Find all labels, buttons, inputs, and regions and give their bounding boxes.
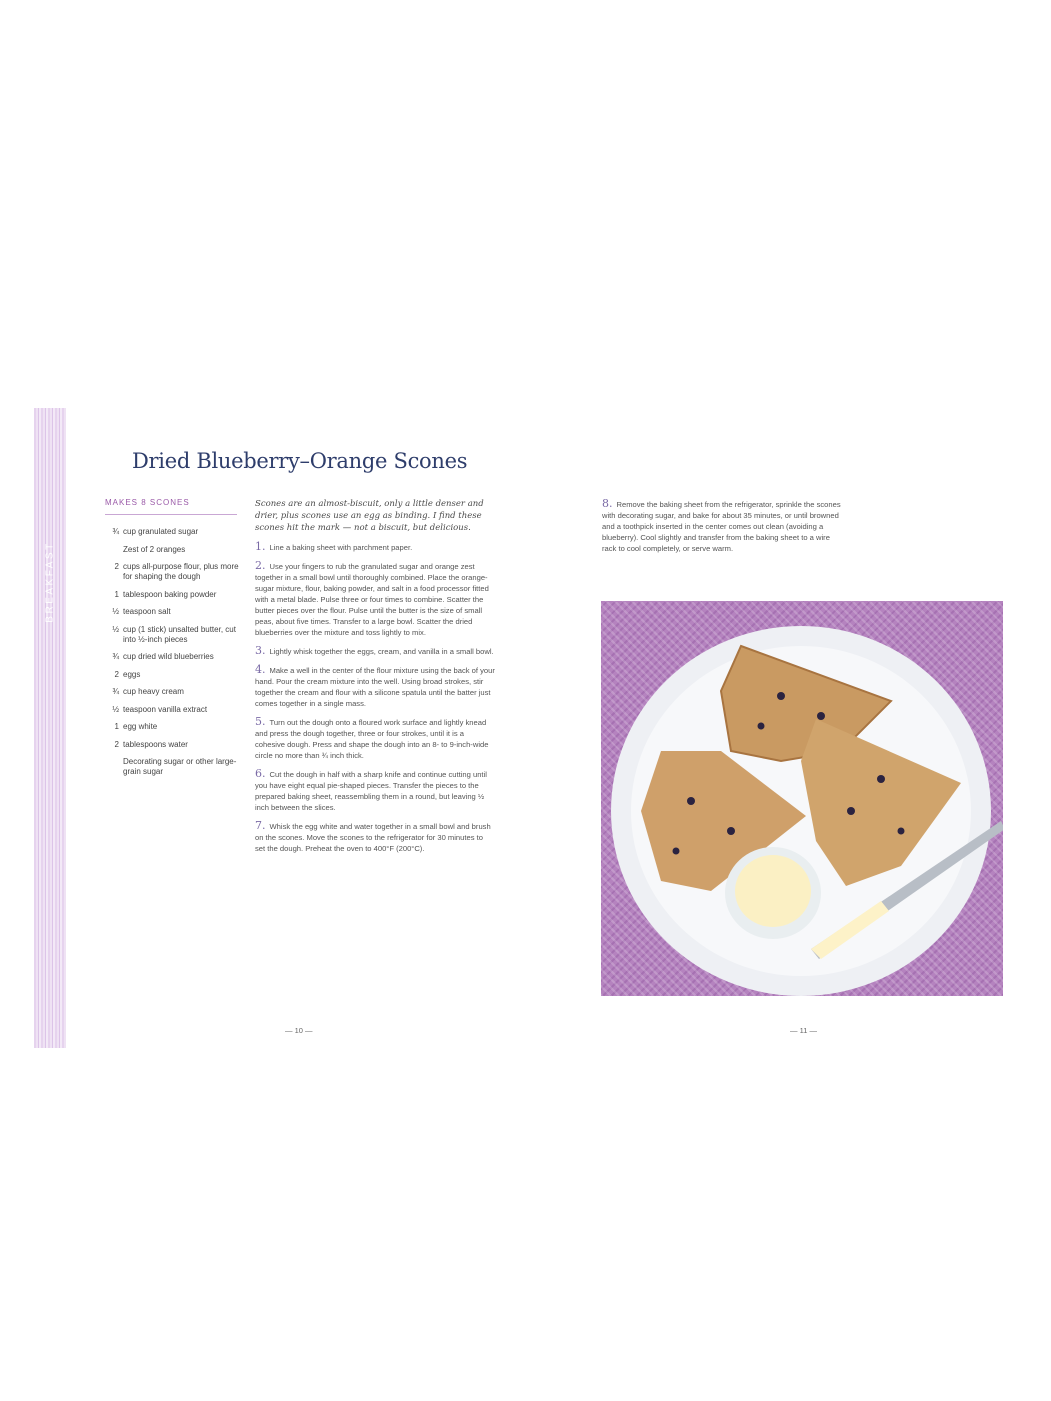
ingredient-text: cup heavy cream [123, 687, 184, 696]
ingredient-quantity: ¾ [112, 687, 119, 696]
ingredient-item [105, 722, 243, 732]
page-number-left: — 10 — [285, 1026, 313, 1035]
ingredient-text: tablespoons water [123, 739, 188, 749]
step-text: Turn out the dough onto a floured work surface and lightly knead and press the dough together, three or four strokes, until it is a cohesive dough. Press and shape the dough into an 8- to 9-inch-wide circle no more than ¾ inch thick. [255, 718, 489, 760]
method-step [255, 560, 495, 638]
method-column-left [255, 498, 495, 861]
page-number-right: — 11 — [790, 1026, 817, 1035]
method-step [255, 716, 495, 761]
method-column-right [602, 498, 842, 561]
recipe-intro: Scones are an almost-biscuit, only a little denser and drier, plus scones use an egg as binding. I find these scones hit the mark — not a biscuit, but delicious. [255, 499, 484, 533]
ingredient-text: teaspoon vanilla extract [123, 704, 208, 714]
step-text: Line a baking sheet with parchment paper. [269, 543, 413, 552]
method-step [255, 768, 495, 813]
method-step [255, 820, 495, 854]
method-step [255, 541, 495, 553]
ingredient-text: Decorating sugar or other large-grain sugar [123, 757, 237, 776]
ingredient-quantity: 2 [114, 739, 119, 749]
ingredient-text: eggs [123, 669, 141, 679]
ingredient-quantity: ¾ [112, 527, 119, 536]
step-text: Use your fingers to rub the granulated sugar and orange zest together in a small bowl until thoroughly combined. Place the orange-sugar mixture, flour, baking powder, and salt in a food processor fitted with a metal blade. Pulse three or four times to combine. Scatter the butter pieces over the flour. Pulse until the butter is the size of small peas, about five times. Transfer to a large bowl. Scatter the dried blueberries over the mixture and toss lightly to mix. [255, 562, 489, 637]
ingredient-list [105, 527, 243, 785]
ingredient-quantity: 1 [114, 589, 119, 599]
step-text: Cut the dough in half with a sharp knife and continue cutting until you have eight equal pie-shaped pieces. Transfer the pieces to the prepared baking sheet, reassembling them in a round, but leaving ½ inch between the slices. [255, 770, 487, 812]
steps-right [602, 498, 842, 554]
ingredient-text: tablespoon baking powder [123, 589, 217, 599]
ingredient-quantity [105, 545, 123, 555]
ingredient-text: cups all-purpose flour, plus more for shaping the dough [123, 562, 239, 581]
ingredient-text: teaspoon salt [123, 607, 171, 616]
step-number: 8. [602, 497, 613, 510]
step-number: 6. [255, 767, 266, 780]
step-number: 7. [255, 819, 266, 832]
ingredient-item [105, 590, 243, 600]
ingredient-item [105, 562, 243, 582]
method-step [255, 664, 495, 709]
step-text: Whisk the egg white and water together in a small bowl and brush on the scones. Move the scones to the refrigerator for 30 minutes to set the dough. Preheat the oven to 400°F (200°C). [255, 822, 491, 853]
section-tab [34, 408, 66, 1048]
ingredient-text: cup (1 stick) unsalted butter, cut into ½-inch pieces [123, 624, 236, 644]
ingredient-quantity [105, 757, 123, 777]
ingredient-item [105, 740, 243, 750]
ingredient-item [105, 545, 243, 555]
ingredient-item [105, 527, 243, 537]
step-number: 5. [255, 715, 266, 728]
ingredient-quantity: ¾ [112, 652, 119, 661]
scones-illustration [601, 601, 1003, 996]
step-text: Make a well in the center of the flour mixture using the back of your hand. Pour the cream mixture into the well. Using broad strokes, stir together the cream and flour with a silicone spatula until the batter just comes together in a single mass. [255, 666, 495, 708]
ingredient-item [105, 687, 243, 697]
ingredient-item [105, 757, 243, 777]
method-step [255, 645, 495, 657]
ingredient-quantity: 2 [114, 562, 119, 571]
scones-photo [601, 601, 1003, 996]
ingredient-quantity: ½ [112, 607, 119, 616]
step-number: 4. [255, 663, 266, 676]
ingredient-text: Zest of 2 oranges [123, 544, 186, 554]
step-text: Remove the baking sheet from the refrigerator, sprinkle the scones with decorating sugar, and bake for about 35 minutes, or until browned and a toothpick inserted in the center comes out clean (avoiding a blueberry). Cool slightly and transfer from the baking sheet to a wire rack to cool completely, or serve warm. [602, 500, 841, 553]
ingredient-quantity: ½ [112, 624, 119, 634]
ingredient-text: cup granulated sugar [123, 527, 199, 536]
ingredient-item [105, 652, 243, 662]
ingredient-text: egg white [123, 722, 158, 731]
step-text: Lightly whisk together the eggs, cream, and vanilla in a small bowl. [269, 647, 494, 656]
ingredient-item [105, 705, 243, 715]
ingredient-item [105, 625, 243, 645]
step-number: 2. [255, 559, 266, 572]
section-tab-label: BREAKFAST [44, 541, 56, 623]
recipe-title: Dried Blueberry–Orange Scones [132, 449, 468, 473]
butter [735, 855, 811, 927]
ingredient-text: cup dried wild blueberries [123, 652, 214, 661]
ingredient-quantity: 1 [114, 722, 119, 731]
steps-left [255, 541, 495, 854]
method-step [602, 498, 842, 554]
step-number: 1. [255, 540, 266, 553]
ingredient-item [105, 607, 243, 617]
ingredient-quantity: ½ [112, 704, 119, 714]
ingredient-item [105, 670, 243, 680]
recipe-yield: MAKES 8 SCONES [105, 498, 190, 507]
step-number: 3. [255, 644, 266, 657]
yield-divider [105, 514, 237, 515]
ingredient-quantity: 2 [114, 669, 119, 679]
